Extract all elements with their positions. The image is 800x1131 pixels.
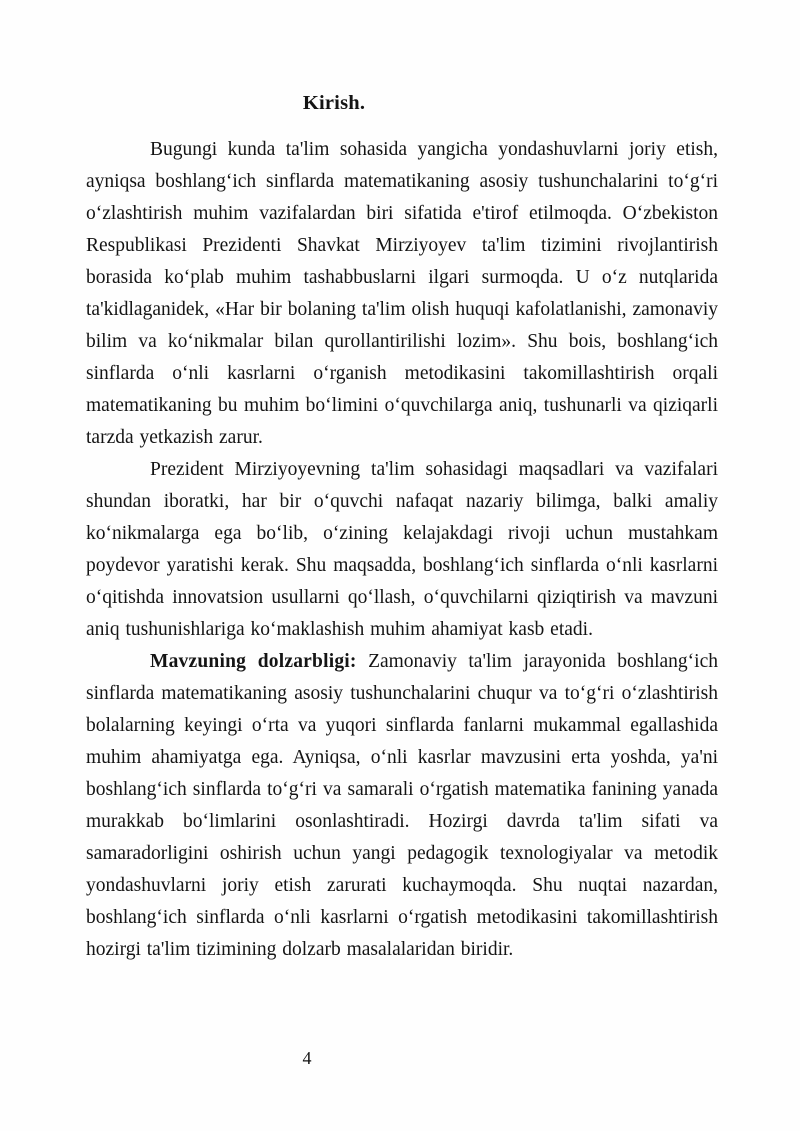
- paragraph-text: Zamonaviy ta'lim jarayonida boshlangʻich sinflarda matematikaning asosiy tushunchalarini chuqur va toʻgʻri oʻzlashtirish bolalarning keyingi oʻrta va yuqori sinflarda fanlarni mukammal egallashida muhim ahamiyatga ega. Ayniqsa, oʻnli kasrlar mavzusini erta yoshda, ya'ni boshlangʻich sinflarda toʻgʻri va samarali oʻrgatish matematika fanining yanada murakkab boʻlimlarini osonlashtiradi. Hozirgi davrda ta'lim sifati va samaradorligini oshirish uchun yangi pedagogik texnologiyalar va metodik yondashuvlarni joriy etish zarurati kuchaymoqda. Shu nuqtai nazardan, boshlangʻich sinflarda oʻnli kasrlarni oʻrgatish metodikasini takomillashtirish hozirgi ta'lim tizimining dolzarb masalalaridan biridir.: [86, 651, 718, 960]
- paragraph: [86, 646, 718, 966]
- paragraph: Bugungi kunda ta'lim sohasida yangicha yondashuvlarni joriy etish, ayniqsa boshlangʻich sinflarda matematikaning asosiy tushunchalarini toʻgʻri oʻzlashtirish muhim vazifalardan biri sifatida e'tirof etilmoqda. Oʻzbekiston Respublikasi Prezidenti Shavkat Mirziyoyev ta'lim tizimini rivojlantirish borasida koʻplab muhim tashabbuslarni ilgari surmoqda. U oʻz nutqlarida ta'kidlaganidek, «Har bir bolaning ta'lim olish huquqi kafolatlanishi, zamonaviy bilim va koʻnikmalar bilan qurollantirilishi lozim». Shu bois, boshlangʻich sinflarda oʻnli kasrlarni oʻrganish metodikasini takomillashtirish orqali matematikaning bu muhim boʻlimini oʻquvchilarga aniq, tushunarli va qiziqarli tarzda yetkazish zarur.: [86, 139, 718, 448]
- paragraph: Prezident Mirziyoyevning ta'lim sohasidagi maqsadlari va vazifalari shundan iboratki, har bir oʻquvchi nafaqat nazariy bilimga, balki amaliy koʻnikmalarga ega boʻlib, oʻzining kelajakdagi rivoji uchun mustahkam poydevor yaratishi kerak. Shu maqsadda, boshlangʻich sinflarda oʻnli kasrlarni oʻqitishda innovatsion usullarni qoʻllash, oʻquvchilarni qiziqtirish va mavzuni aniq tushunishlariga koʻmaklashish muhim ahamiyat kasb etadi.: [86, 459, 718, 640]
- page-title: Kirish.: [302, 92, 366, 114]
- paragraph-bold-lead: Mavzuning dolzarbligi:: [150, 651, 357, 672]
- page-number: 4: [302, 1048, 312, 1068]
